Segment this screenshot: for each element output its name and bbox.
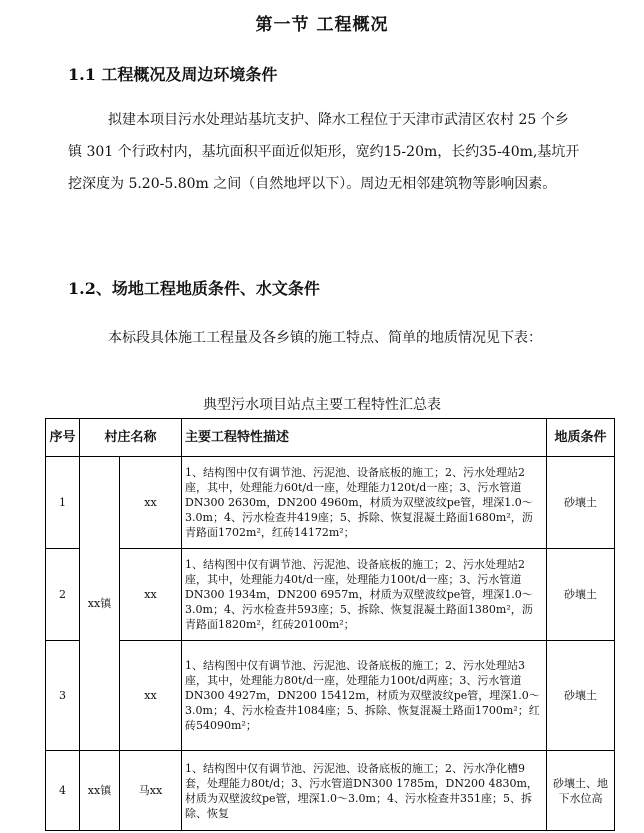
header-desc: 主要工程特性描述: [182, 419, 547, 457]
town-name: xx镇: [80, 457, 120, 751]
row-no: 2: [46, 549, 80, 641]
section-1-2-paragraph: 本标段具体施工工程量及各乡镇的施工特点、简单的地质情况见下表：: [108, 330, 542, 346]
header-village: 村庄名称: [80, 419, 182, 457]
table-header-row: [46, 419, 615, 457]
table-row: [46, 457, 615, 549]
engineering-summary-table: [45, 418, 615, 831]
row-no: 4: [46, 751, 80, 831]
row-description: 1、结构图中仅有调节池、污泥池、设备底板的施工；2、污水处理站3座，其中，处理能力80t/d一座，处理能力100t/d两座；3、污水管道DN300 4927m，DN200 15412m，材质为双壁波纹pe管，埋深1.0～3.0m；4、污水检查井1084座；5、拆除、恢复混凝土路面1700m²；红砖54090m²；: [182, 641, 547, 751]
header-no: 序号: [46, 419, 80, 457]
village-name: xx: [120, 457, 182, 549]
section-1-1-paragraph: 拟建本项目污水处理站基坑支护、降水工程位于天津市武清区农村 25 个乡镇 301 个行政村内，基坑面积平面近似矩形，宽约15-20m，长约35-40m,基坑开挖深度为 5.20-5.80m 之间（自然地坪以下）。周边无相邻建筑物等影响因素。: [68, 112, 580, 192]
table-row: [46, 549, 615, 641]
geo-condition: 砂壤土、地下水位高: [547, 751, 615, 831]
page-title: 第一节 工程概况: [255, 15, 389, 35]
village-name: xx: [120, 549, 182, 641]
row-no: 3: [46, 641, 80, 751]
village-name: 马xx: [120, 751, 182, 831]
table-row: [46, 751, 615, 831]
geo-condition: 砂壤土: [547, 641, 615, 751]
table-caption: 典型污水项目站点主要工程特性汇总表: [203, 397, 441, 413]
village-name: xx: [120, 641, 182, 751]
table-row: [46, 641, 615, 751]
geo-condition: 砂壤土: [547, 457, 615, 549]
row-description: 1、结构图中仅有调节池、污泥池、设备底板的施工；2、污水处理站2座，其中，处理能力60t/d一座，处理能力120t/d一座；3、污水管道DN300 2630m，DN200 4960m，材质为双壁波纹pe管，埋深1.0～3.0m；4、污水检查井419座；5、拆除、恢复混凝土路面1680m²，沥青路面1702m²，红砖14172m²；: [182, 457, 547, 549]
section-heading-1-1: 1.1 工程概况及周边环境条件: [68, 65, 278, 84]
town-name: xx镇: [80, 751, 120, 831]
header-geo: 地质条件: [547, 419, 615, 457]
section-heading-1-2: 1.2、场地工程地质条件、水文条件: [68, 279, 320, 298]
row-description: 1、结构图中仅有调节池、污泥池、设备底板的施工；2、污水处理站2座，其中，处理能力40t/d一座，处理能力100t/d一座；3、污水管道DN300 1934m，DN200 6957m，材质为双壁波纹pe管，埋深1.0～3.0m；4、污水检查井593座；5、拆除、恢复混凝土路面1380m²，沥青路面1820m²，红砖20100m²；: [182, 549, 547, 641]
geo-condition: 砂壤土: [547, 549, 615, 641]
row-no: 1: [46, 457, 80, 549]
row-description: 1、结构图中仅有调节池、污泥池、设备底板的施工；2、污水净化槽9套，处理能力80t/d；3、污水管道DN300 1785m，DN200 4830m，材质为双壁波纹pe管，埋深1.0～3.0m；4、污水检查井351座；5、拆除、恢复: [182, 751, 547, 831]
